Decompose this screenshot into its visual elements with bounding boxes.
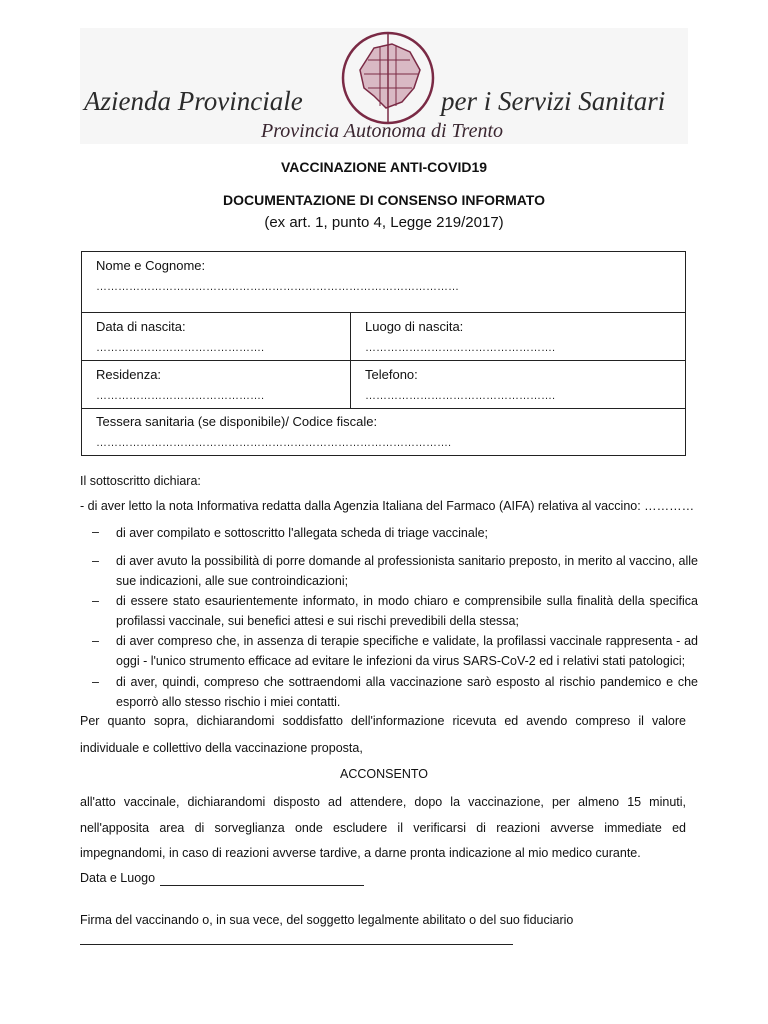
consent-word: ACCONSENTO — [340, 767, 428, 781]
consent-paragraph-line: impegnandomi, in caso di reazioni avverse tardive, a darne pronta indicazione al mio medico curante. — [80, 846, 641, 860]
bullet-dash: – — [92, 634, 99, 648]
birth-place-label: Luogo di nascita: — [365, 319, 464, 334]
birth-date-label: Data di nascita: — [96, 319, 186, 334]
date-place-label: Data e Luogo — [80, 871, 156, 885]
declaration-item: di aver, quindi, compreso che sottraendomi alla vaccinazione sarò esposto al rischio pandemico e che esporrò allo stesso rischio i miei contatti. — [116, 675, 698, 709]
phone-field[interactable]: ……………………………………………. — [365, 390, 556, 402]
phone-label: Telefono: — [365, 367, 418, 382]
residence-label: Residenza: — [96, 367, 162, 382]
organization-name-right: per i Servizi Sanitari — [441, 86, 666, 116]
organization-name-left: Azienda Provinciale — [84, 86, 303, 116]
consent-paragraph-line: all'atto vaccinale, dichiarandomi disposto ad attendere, dopo la vaccinazione, per almeno 15 minuti, — [80, 795, 686, 809]
declaration-item: di essere stato esaurientemente informato, in modo chiaro e comprensibile sulla finalità della specifica profilassi vaccinale, sui benefici attesi e sui rischi prevedibili della stessa; — [116, 594, 698, 628]
table-divider — [82, 360, 685, 361]
health-card-field[interactable]: ……………………………………………………………………………………. — [96, 437, 452, 449]
document-subtitle: DOCUMENTAZIONE DI CONSENSO INFORMATO — [223, 192, 545, 208]
table-divider — [82, 312, 685, 313]
table-divider — [82, 408, 685, 409]
signature-label: Firma del vaccinando o, in sua vece, del soggetto legalmente abilitato o del suo fiduciario — [80, 913, 574, 927]
document-title: VACCINAZIONE ANTI-COVID19 — [280, 159, 488, 175]
bullet-dash: – — [92, 594, 99, 608]
bullet-dash: – — [92, 554, 99, 568]
residence-field[interactable]: ………………………………………. — [96, 390, 265, 402]
consent-paragraph-line: Per quanto sopra, dichiarandomi soddisfatto dell'informazione ricevuta ed avendo compreso il valore — [80, 714, 686, 728]
bullet-dash: – — [92, 525, 99, 539]
declaration-item: di aver compreso che, in assenza di terapie specifiche e validate, la profilassi vaccinale rappresenta - ad oggi - l'unico strumento efficace ad evitare le infezioni da virus SARS-CoV-2 ed i relativi stati patologici; — [116, 634, 698, 668]
birth-place-field[interactable]: ……………………………………………. — [365, 342, 556, 354]
declaration-item: di aver avuto la possibilità di porre domande al professionista sanitario preposto, in merito al vaccino, alle sue indicazioni, alle sue controindicazioni; — [116, 554, 698, 588]
name-field[interactable]: ……………………………………………………………………………………… — [96, 281, 459, 293]
organization-logo — [340, 30, 436, 126]
legal-reference: (ex art. 1, punto 4, Legge 219/2017) — [264, 214, 504, 231]
personal-data-table — [81, 251, 686, 456]
signature-line[interactable] — [80, 944, 513, 945]
consent-paragraph-line: nell'apposita area di sorveglianza onde escludere il verificarsi di reazioni avverse immediate ed — [80, 821, 686, 835]
table-column-divider — [350, 312, 351, 408]
declaration-intro: Il sottoscritto dichiara: — [80, 474, 201, 488]
health-card-label: Tessera sanitaria (se disponibile)/ Codice fiscale: — [96, 414, 378, 429]
declaration-first-item: - di aver letto la nota Informativa redatta dalla Agenzia Italiana del Farmaco (AIFA) relativa al vaccino: ………… — [80, 499, 695, 513]
organization-subtitle: Provincia Autonoma di Trento — [261, 120, 504, 142]
birth-date-field[interactable]: ………………………………………. — [96, 342, 265, 354]
name-label: Nome e Cognome: — [96, 258, 206, 273]
bullet-dash: – — [92, 675, 99, 689]
declaration-item: di aver compilato e sottoscritto l'allegata scheda di triage vaccinale; — [116, 526, 489, 540]
consent-paragraph-line: individuale e collettivo della vaccinazione proposta, — [80, 741, 363, 755]
date-place-line[interactable] — [160, 885, 364, 886]
